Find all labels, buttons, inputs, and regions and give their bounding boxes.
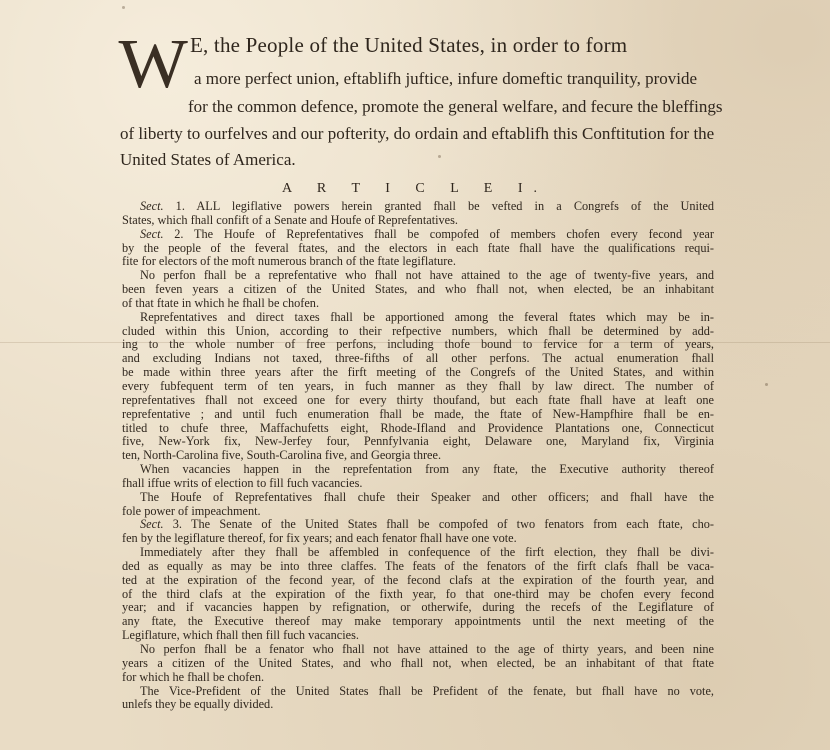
paper-speck: [640, 602, 643, 605]
body-line: [122, 657, 714, 671]
body-line: [122, 588, 714, 602]
body-line: [122, 242, 714, 256]
body-line-text: be made within three years after the firft meeting of the Congrefs of the United States, and within: [122, 365, 714, 380]
section-mark: Sect.: [140, 517, 164, 532]
body-line-text: five, New-York fix, New-Jerfey four, Pennfylvania eight, Delaware one, Maryland fix, Virginia: [122, 434, 714, 449]
body-line-text: When vacancies happen in the reprefentation from any ftate, the Executive authority thereof: [140, 462, 714, 477]
body-line: [122, 532, 714, 546]
body-line: [122, 574, 714, 588]
body-line: [122, 408, 714, 422]
body-line-text: 1. ALL legiflative powers herein granted fhall be vefted in a Congrefs of the United: [163, 199, 714, 213]
body-line-text: ded as equally as may be into three claffes. The feats of the fenators of the firft clafs fhall be vaca-: [122, 558, 714, 573]
body-line-text: year; and if vacancies happen by refignation, or otherwife, during the recefs of the Legiflature of: [122, 600, 714, 615]
body-line: [122, 352, 714, 366]
body-line: [122, 505, 714, 519]
body-line-text: any ftate, the Executive thereof may make temporary appointments until the next meeting of the: [122, 614, 714, 629]
body-line: [122, 449, 714, 463]
body-line: [122, 200, 714, 214]
body-line: [122, 463, 714, 477]
body-line: [122, 698, 714, 712]
body-line: [122, 601, 714, 615]
section-mark: Sect.: [140, 226, 164, 241]
body-line-text: Immediately after they fhall be affembled in confequence of the firft election, they fhall be divi-: [140, 545, 714, 560]
body-line-text: unlefs they be equally divided.: [122, 697, 274, 712]
body-line: [122, 643, 714, 657]
body-line: [122, 297, 714, 311]
body-line-text: every fubfequent term of ten years, in fuch manner as they fhall by law direct. The number of: [122, 378, 714, 393]
paper-fold: [0, 342, 830, 343]
body-line-text: 3. The Senate of the United States fhall be compofed of two fenators from each ftate, cho-: [163, 517, 714, 532]
section-mark: Sect.: [140, 199, 164, 213]
body-line: [122, 214, 714, 228]
body-line: [122, 338, 714, 352]
body-line-text: titled to chufe three, Maffachufetts eight, Rhode-Ifland and Providence Plantations one, Connecticut: [122, 420, 714, 435]
body-line: [122, 491, 714, 505]
body-line: [122, 671, 714, 685]
body-line: [122, 685, 714, 699]
body-line-text: of that ftate in which he fhall be chofen.: [122, 295, 320, 310]
body-line-text: 2. The Houfe of Reprefentatives fhall be compofed of members chofen every fecond year: [163, 226, 714, 241]
preamble-line-2: a more perfect union, eftablifh juftice, infure domeftic tranquility, provide: [194, 69, 698, 88]
body-line: [122, 325, 714, 339]
body-line: [122, 366, 714, 380]
body-line-text: by the people of the feveral ftates, and the electors in each ftate fhall have the qualifications requi-: [122, 240, 714, 255]
body-line-text: reprefentatives fhall not exceed one for every thirty thoufand, but each ftate fhall have at leaft one: [122, 392, 714, 407]
body-line-text: The Houfe of Reprefentatives fhall chufe their Speaker and other officers; and fhall have the: [140, 489, 714, 504]
body-line-text: reprefentative ; and until fuch enumeration fhall be made, the ftate of New-Hampfhire fhall be en-: [122, 406, 714, 421]
body-line: [122, 629, 714, 643]
preamble-line-5: United States of America.: [120, 150, 296, 169]
preamble-dropcap: W: [118, 26, 182, 103]
body-line-text: Legiflature, which fhall then fill fuch vacancies.: [122, 628, 359, 643]
body-line-text: States, which fhall confift of a Senate and Houfe of Reprefentatives.: [122, 212, 458, 227]
body-line: [122, 518, 714, 532]
article-body: [122, 200, 714, 712]
article-heading: A R T I C L E I.: [282, 181, 548, 196]
body-line: [122, 422, 714, 436]
body-line: [122, 394, 714, 408]
body-line-text: fhall iffue writs of election to fill fuch vacancies.: [122, 475, 363, 490]
body-line-text: fen by the legiflature thereof, for fix years; and each fenator fhall have one vote.: [122, 531, 517, 546]
body-line-text: fole power of impeachment.: [122, 503, 261, 518]
body-line: [122, 311, 714, 325]
body-line-text: fite for electors of the moft numerous branch of the ftate legiflature.: [122, 254, 456, 269]
body-line: [122, 560, 714, 574]
body-line-text: cluded within this Union, according to their refpective numbers, which fhall be determined by add-: [122, 323, 714, 338]
body-line: [122, 615, 714, 629]
preamble-line-3: for the common defence, promote the general welfare, and fecure the bleffings: [188, 97, 723, 116]
body-line-text: No perfon fhall be a reprefentative who fhall not have attained to the age of twenty-five years, and: [140, 268, 714, 283]
body-line-text: and excluding Indians not taxed, three-fifths of all other perfons. The actual enumeration fhall: [122, 351, 714, 366]
body-line: [122, 477, 714, 491]
body-line: [122, 228, 714, 242]
body-line: [122, 283, 714, 297]
body-line: [122, 269, 714, 283]
body-line: [122, 380, 714, 394]
paper-speck: [438, 155, 441, 158]
body-line-text: No perfon fhall be a fenator who fhall not have attained to the age of thirty years, and been nine: [140, 642, 714, 656]
body-line-text: ing to the whole number of free perfons, including thofe bound to fervice for a term of years,: [122, 337, 714, 352]
body-line-text: years a citizen of the United States, and who fhall not, when elected, be an inhabitant of that ftate: [122, 655, 714, 670]
body-line-text: been feven years a citizen of the United States, and who fhall not, when elected, be an inhabitant: [122, 282, 714, 297]
body-line-text: of the third clafs at the expiration of the fixth year, fo that one-third may be chofen every fecond: [122, 586, 714, 601]
body-line: [122, 435, 714, 449]
body-line-text: ten, North-Carolina five, South-Carolina five, and Georgia three.: [122, 448, 442, 463]
paper-speck: [765, 383, 768, 386]
body-line-text: Reprefentatives and direct taxes fhall be apportioned among the feveral ftates which may be in-: [140, 309, 714, 324]
body-line-text: The Vice-Prefident of the United States fhall be Prefident of the fenate, but fhall have no vote,: [140, 683, 714, 698]
body-line: [122, 546, 714, 560]
body-line: [122, 255, 714, 269]
preamble-line-4: of liberty to ourfelves and our pofterity, do ordain and eftablifh this Conftitution for the: [120, 124, 715, 143]
preamble-line-1: E, the People of the United States, in order to form: [190, 33, 628, 57]
body-line-text: for which he fhall be chofen.: [122, 669, 265, 684]
paper-speck: [122, 6, 125, 9]
body-line-text: ted at the expiration of the fecond year, of the fecond clafs at the expiration of the fourth year, and: [122, 572, 714, 587]
